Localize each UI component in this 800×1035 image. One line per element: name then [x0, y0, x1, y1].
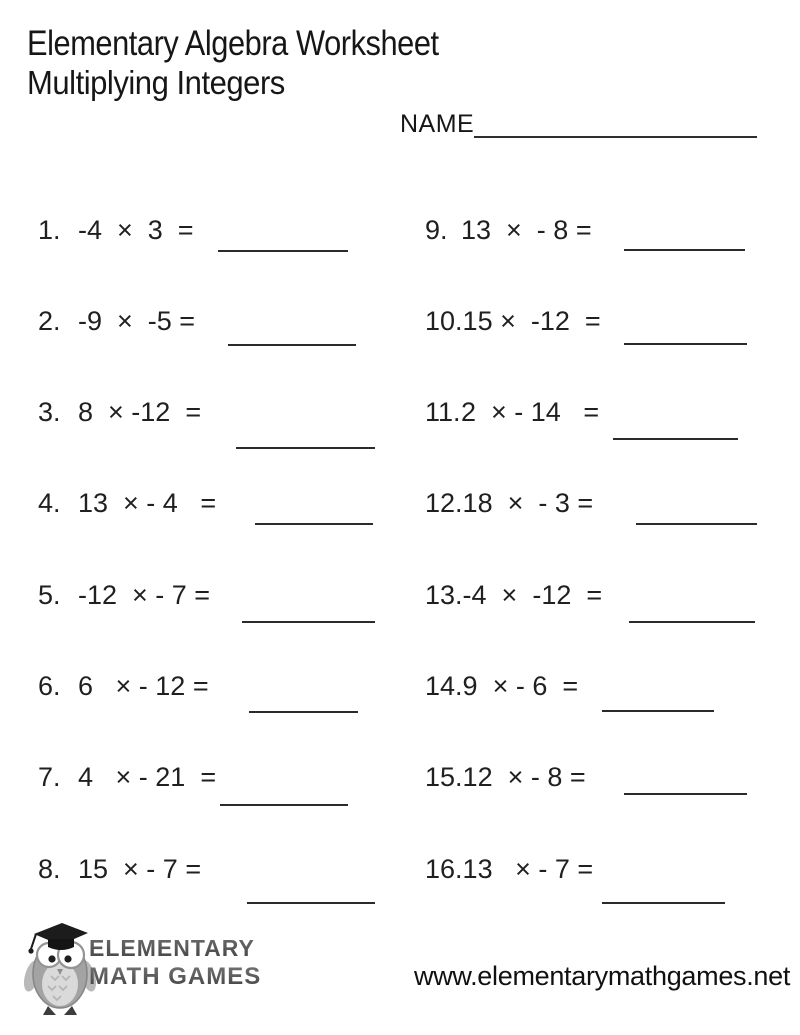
owl-graduation-cap-icon: [24, 918, 96, 1018]
answer-blank-3: [236, 447, 375, 449]
problem-expression: 8 × -12 =: [78, 397, 202, 427]
answer-blank-4: [255, 523, 373, 525]
problem-row-5: [38, 582, 210, 609]
problem-number: 4.: [38, 488, 61, 518]
problem-row-8: [38, 856, 201, 883]
problem-row-14: [425, 673, 578, 700]
problem-row-9: [425, 217, 592, 244]
problem-number: 5.: [38, 580, 61, 610]
problem-expression: 12 × - 8 =: [462, 762, 586, 792]
problem-row-10: [425, 308, 601, 335]
problem-number: 13.: [425, 580, 463, 610]
website-url-link[interactable]: www.elementarymathgames.net: [414, 961, 791, 991]
answer-blank-12: [636, 523, 757, 525]
problem-expression: -9 × -5 =: [78, 306, 196, 336]
problem-row-6: [38, 673, 209, 700]
problem-number: 12.: [425, 488, 463, 518]
problem-number: 11.: [425, 397, 461, 427]
problem-expression: 4 × - 21 =: [78, 762, 217, 792]
logo-text-line2: MATH GAMES: [89, 963, 262, 990]
problem-number: 1.: [38, 215, 61, 245]
problem-expression: 9 × - 6 =: [462, 671, 579, 701]
answer-blank-15: [624, 793, 747, 795]
problem-expression: 6 × - 12 =: [78, 671, 209, 701]
answer-blank-8: [247, 902, 375, 904]
problem-number: 8.: [38, 854, 61, 884]
problem-expression: -4 × 3 =: [78, 215, 194, 245]
answer-blank-2: [228, 344, 356, 346]
problem-number: 15.: [425, 762, 463, 792]
problem-expression: 15 × -12 =: [462, 306, 601, 336]
problem-expression: -12 × - 7 =: [78, 580, 211, 610]
problem-row-2: [38, 308, 195, 335]
answer-blank-13: [629, 621, 755, 623]
problem-number: 16.: [425, 854, 463, 884]
problem-number: 2.: [38, 306, 61, 336]
problem-row-3: [38, 399, 201, 426]
problem-expression: 13 × - 8 =: [461, 215, 592, 245]
problem-row-13: [425, 582, 602, 609]
problem-number: 14.: [425, 671, 463, 701]
problem-expression: 13 × - 7 =: [462, 854, 594, 884]
problem-row-7: [38, 764, 216, 791]
answer-blank-7: [220, 804, 348, 806]
answer-blank-9: [624, 249, 745, 251]
problem-expression: 13 × - 4 =: [78, 488, 217, 518]
problem-row-11: [425, 399, 599, 426]
problem-number: 9.: [425, 215, 448, 245]
problem-row-4: [38, 490, 216, 517]
problem-expression: 18 × - 3 =: [462, 488, 594, 518]
page-subtitle: Multiplying Integers: [27, 64, 285, 101]
answer-blank-11: [613, 438, 738, 440]
name-label: NAME: [400, 110, 475, 138]
page-title: Elementary Algebra Worksheet: [27, 24, 439, 63]
problem-expression: 2 × - 14 =: [461, 397, 600, 427]
answer-blank-1: [218, 250, 348, 252]
answer-blank-16: [602, 902, 725, 904]
problem-row-1: [38, 217, 194, 244]
answer-blank-14: [602, 710, 714, 712]
problem-number: 6.: [38, 671, 61, 701]
answer-blank-10: [624, 343, 747, 345]
answer-blank-6: [249, 711, 358, 713]
problem-row-16: [425, 856, 593, 883]
problem-number: 7.: [38, 762, 61, 792]
answer-blank-5: [242, 621, 375, 623]
problem-number: 10.: [425, 306, 463, 336]
problem-row-15: [425, 764, 586, 791]
name-blank-line: [474, 119, 757, 138]
problem-number: 3.: [38, 397, 61, 427]
logo-text-line1: ELEMENTARY: [89, 935, 255, 961]
problem-expression: -4 × -12 =: [462, 580, 603, 610]
problem-expression: 15 × - 7 =: [78, 854, 202, 884]
problem-row-12: [425, 490, 593, 517]
